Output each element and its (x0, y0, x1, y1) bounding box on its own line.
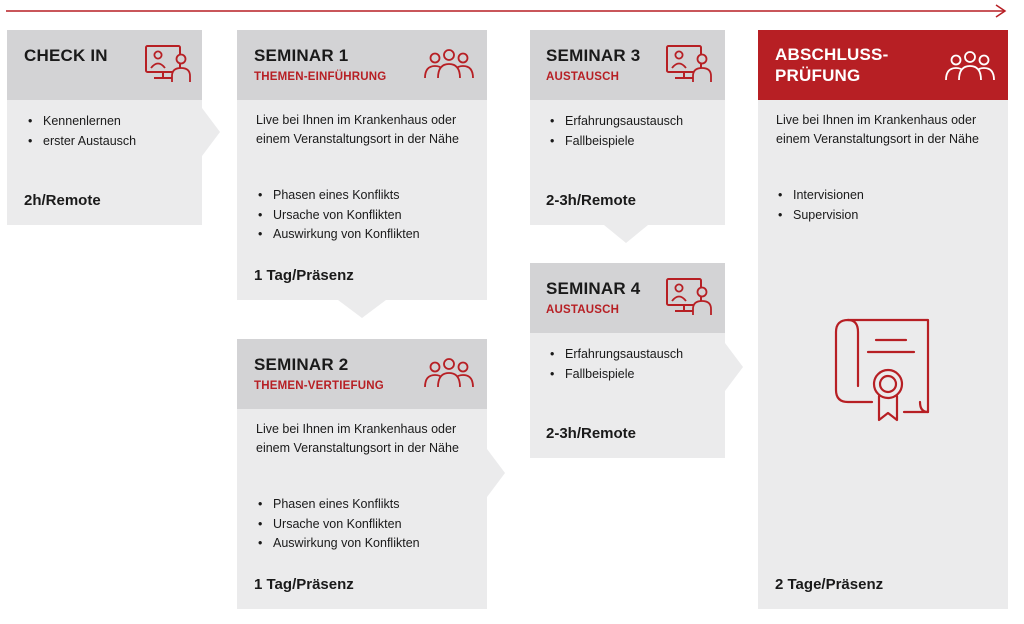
group-icon (423, 357, 475, 391)
seminar2-card (237, 339, 487, 609)
list-item: • Ursache von Konflikten (256, 515, 420, 535)
seminar1-description: Live bei Ihnen im Krankenhaus oder einem Veranstaltungsort in der Nähe (256, 113, 459, 146)
seminar2-duration: 1 Tag/Präsenz (254, 576, 354, 593)
seminar1-header (237, 30, 487, 100)
final-description: Live bei Ihnen im Krankenhaus oder einem Veranstaltungsort in der Nähe (776, 113, 979, 146)
checkin-header (7, 30, 202, 100)
checkin-card (7, 30, 202, 225)
connector-arrow (202, 108, 220, 156)
seminar4-list (548, 345, 683, 384)
connector-arrow (338, 300, 386, 318)
list-item: • Fallbeispiele (548, 132, 683, 152)
list-item: • erster Austausch (26, 132, 136, 152)
list-item: • Intervisionen (776, 186, 864, 206)
certificate-icon (832, 316, 936, 428)
seminar3-card (530, 30, 725, 225)
list-item: • Auswirkung von Konflikten (256, 225, 420, 245)
seminar2-header (237, 339, 487, 409)
list-item: • Supervision (776, 206, 864, 226)
connector-arrow (725, 343, 743, 391)
seminar3-duration: 2-3h/Remote (546, 192, 637, 209)
final-header (758, 30, 1008, 100)
seminar2-title: SEMINAR 2 (254, 355, 349, 374)
list-item: • Kennenlernen (26, 112, 136, 132)
seminar1-card (237, 30, 487, 300)
final-duration: 2 Tage/Präsenz (775, 576, 884, 593)
group-icon (944, 50, 996, 84)
video-conference-icon (141, 42, 193, 86)
seminar4-duration: 2-3h/Remote (546, 425, 637, 442)
seminar1-duration: 1 Tag/Präsenz (254, 267, 354, 284)
checkin-list (26, 112, 136, 151)
video-conference-icon (662, 275, 714, 319)
list-item: • Phasen eines Konflikts (256, 186, 420, 206)
list-item: • Fallbeispiele (548, 365, 683, 385)
connector-arrow (487, 449, 505, 497)
group-icon (423, 48, 475, 82)
seminar4-header (530, 263, 725, 333)
seminar2-list (256, 495, 420, 554)
seminar3-subtitle: AUSTAUSCH (546, 71, 620, 83)
final-title-line1: ABSCHLUSS- (775, 45, 889, 64)
seminar1-subtitle: THEMEN-EINFÜHRUNG (254, 71, 387, 83)
seminar4-title: SEMINAR 4 (546, 279, 641, 298)
seminar4-subtitle: AUSTAUSCH (546, 304, 620, 316)
connector-arrow (604, 225, 648, 243)
seminar3-header (530, 30, 725, 100)
list-item: • Auswirkung von Konflikten (256, 534, 420, 554)
seminar1-list (256, 186, 420, 245)
seminar2-subtitle: THEMEN-VERTIEFUNG (254, 380, 384, 392)
timeline-arrow (0, 0, 1024, 24)
seminar3-title: SEMINAR 3 (546, 46, 641, 65)
final-title-line2: PRÜFUNG (775, 66, 861, 85)
seminar3-list (548, 112, 683, 151)
video-conference-icon (662, 42, 714, 86)
list-item: • Phasen eines Konflikts (256, 495, 420, 515)
seminar2-description: Live bei Ihnen im Krankenhaus oder einem Veranstaltungsort in der Nähe (256, 422, 459, 455)
list-item: • Erfahrungsaustausch (548, 112, 683, 132)
checkin-duration: 2h/Remote (24, 192, 101, 209)
seminar1-title: SEMINAR 1 (254, 46, 349, 65)
final-list (776, 186, 864, 225)
checkin-title: CHECK IN (24, 46, 108, 65)
list-item: • Ursache von Konflikten (256, 206, 420, 226)
seminar4-card (530, 263, 725, 458)
final-card (758, 30, 1008, 609)
list-item: • Erfahrungsaustausch (548, 345, 683, 365)
